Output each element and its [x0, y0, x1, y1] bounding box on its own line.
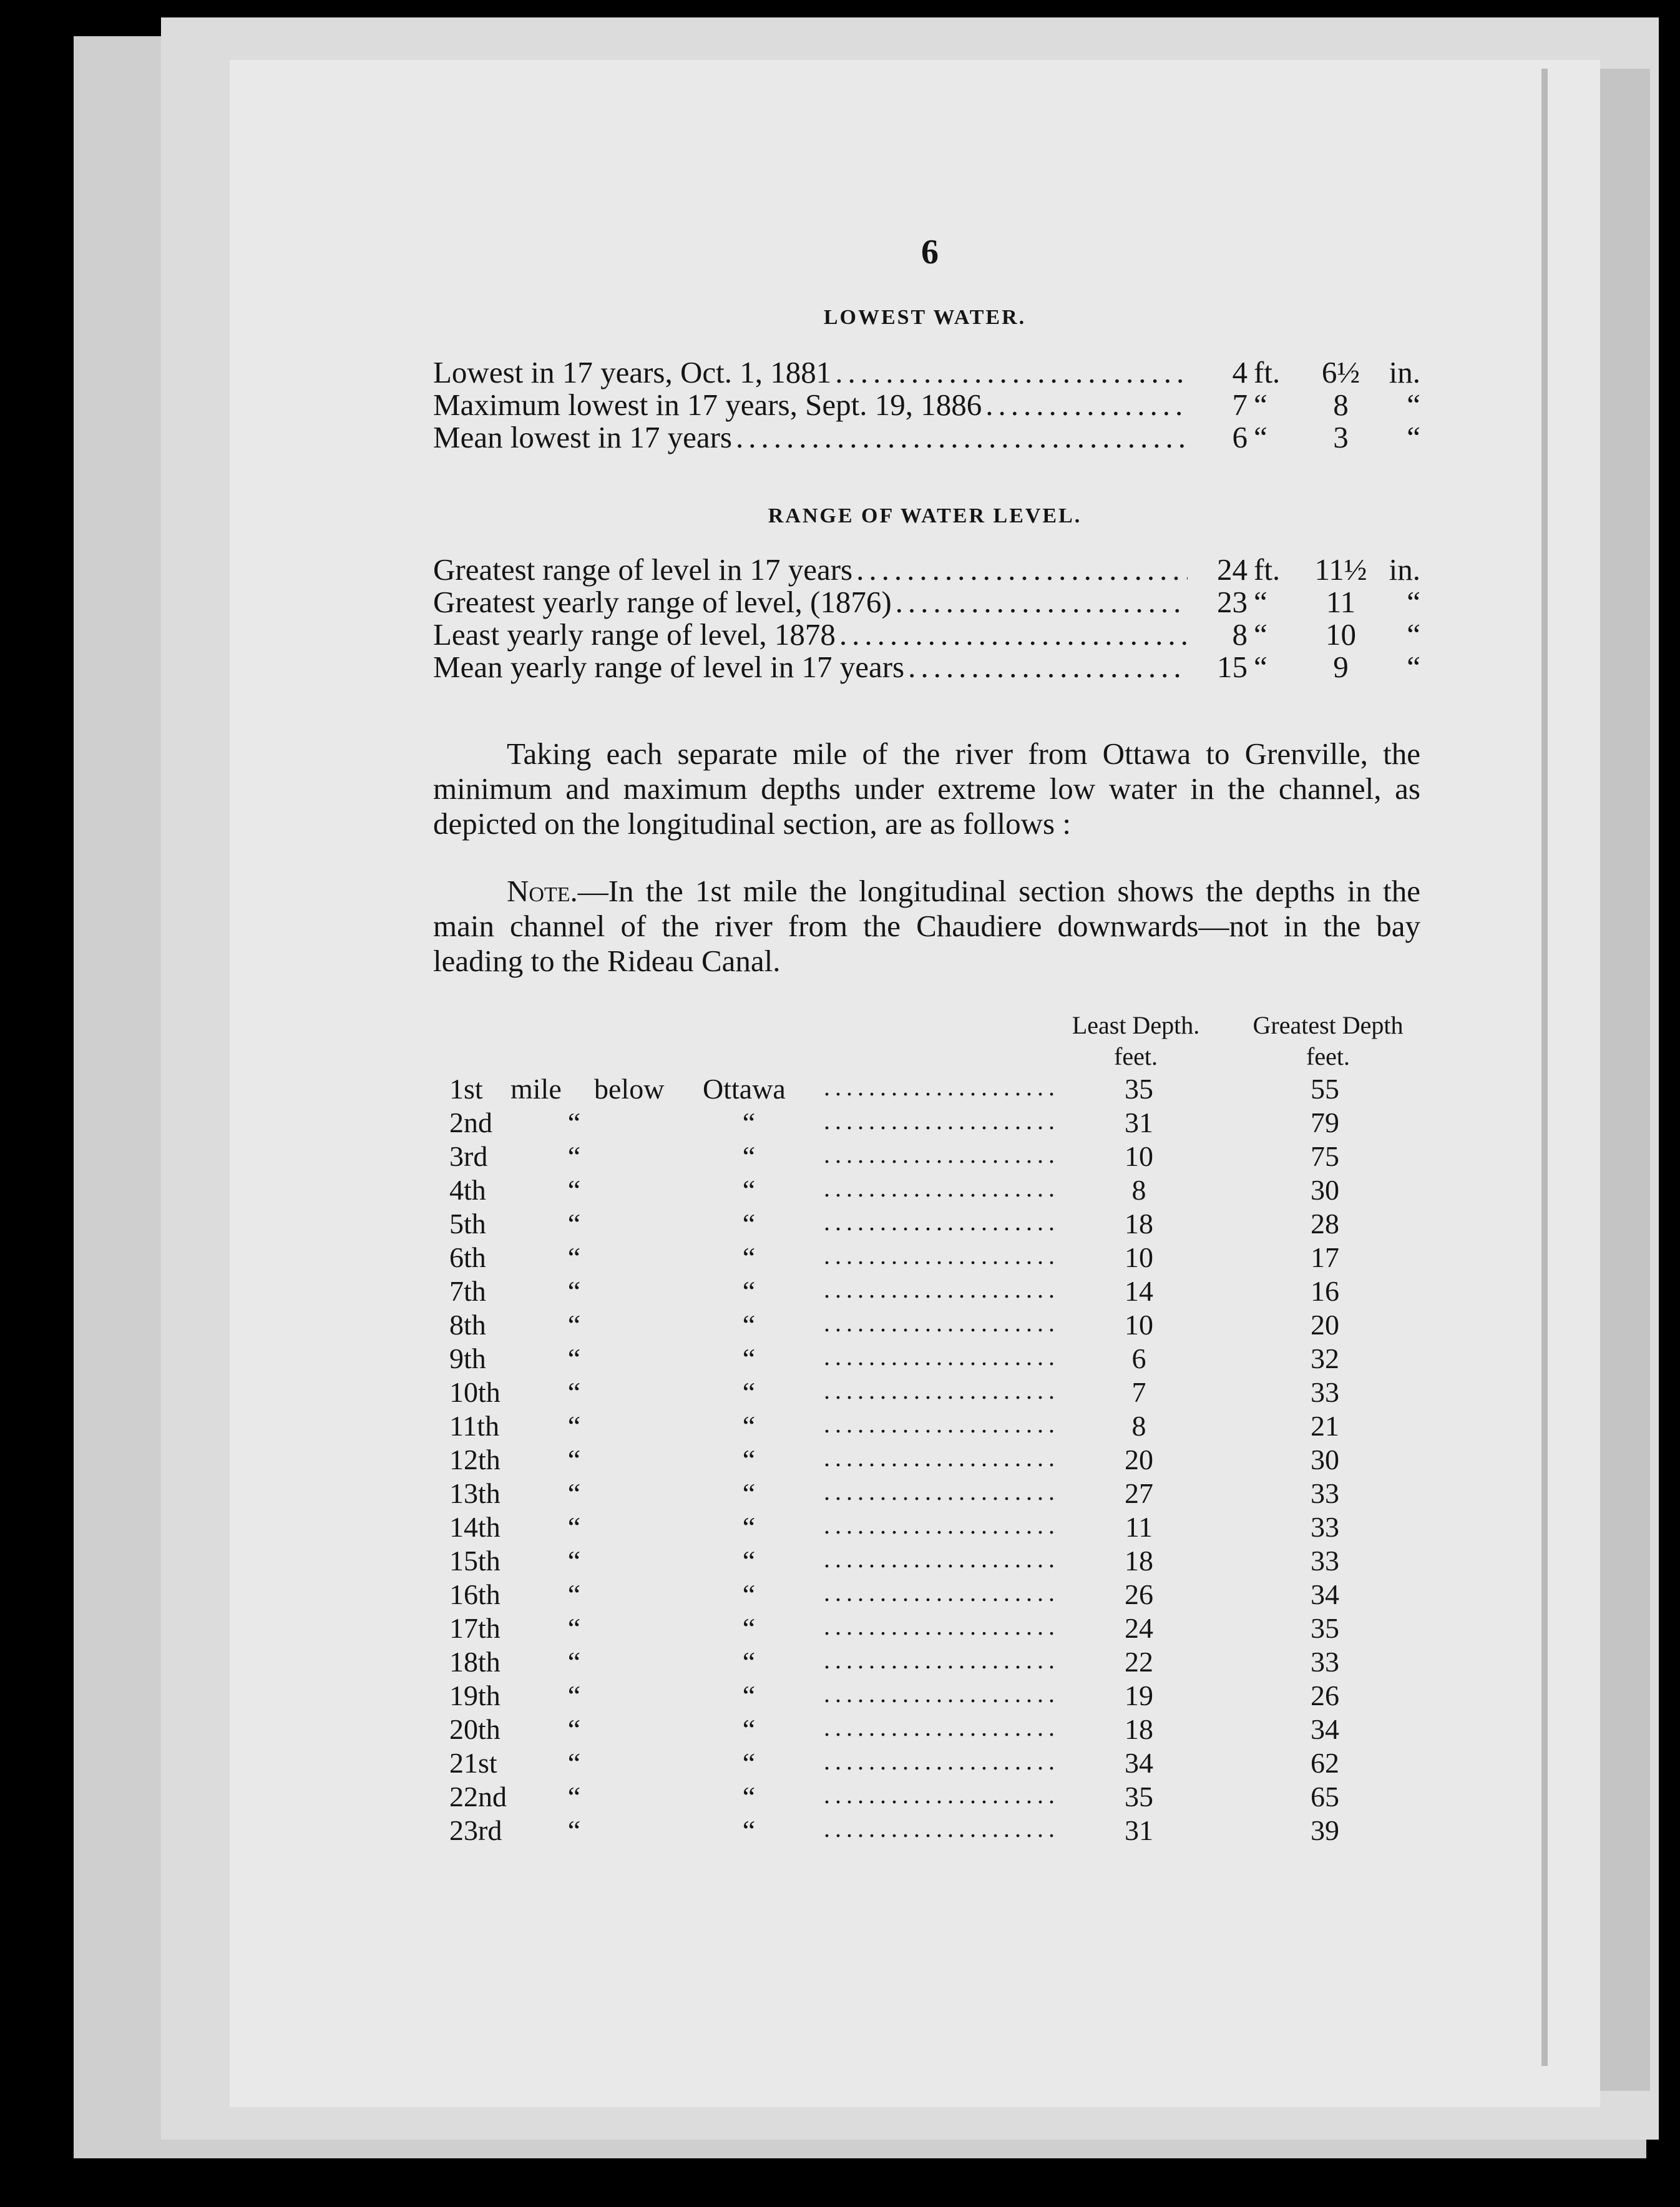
greatest-depth-value: 17 — [1311, 1241, 1339, 1273]
least-depth-value: 10 — [1125, 1241, 1153, 1273]
ditto-mark: “ — [742, 1410, 756, 1442]
ditto-mark: “ — [742, 1208, 756, 1240]
intro-paragraph: Taking each separate mile of the river from Ottawa to Grenville, the minimum and maximum depths under extreme low water in the channel, as depicted on the longitudinal section, are as follows : — [433, 736, 1420, 841]
ditto-mark: “ — [742, 1713, 756, 1745]
depth-table-row — [437, 1140, 1410, 1173]
range-water-row-label: Greatest range of level in 17 years — [433, 552, 853, 587]
leader-dots — [824, 1578, 1061, 1607]
range-water-row-label: Mean yearly range of level in 17 years — [433, 650, 905, 684]
note-paragraph — [433, 874, 1420, 979]
mile-ordinal: 23rd — [449, 1814, 502, 1846]
ditto-mark: “ — [567, 1376, 581, 1408]
range-water-row-value-1: 15 — [1217, 650, 1248, 684]
greatest-depth-value: 21 — [1311, 1410, 1339, 1442]
greatest-depth-header — [1234, 1010, 1422, 1072]
ditto-mark: “ — [742, 1781, 756, 1813]
lowest-water-row-unit-1: ft. — [1254, 355, 1281, 389]
lowest-water-heading: LOWEST WATER. — [823, 306, 1027, 329]
least-depth-value: 31 — [1125, 1814, 1153, 1846]
least-depth-value: 31 — [1125, 1107, 1153, 1138]
lowest-water-row — [433, 387, 1420, 423]
depth-table-row — [437, 1645, 1410, 1679]
ditto-mark: “ — [567, 1612, 581, 1644]
leader-dots — [835, 355, 1188, 390]
range-water-row-unit-2: “ — [1407, 617, 1420, 652]
depth-table-row — [437, 1207, 1410, 1241]
ditto-mark: “ — [567, 1578, 581, 1610]
leader-dots — [824, 1140, 1061, 1169]
lowest-water-row-unit-1: “ — [1254, 388, 1267, 422]
least-depth-label: Least Depth. — [1072, 1011, 1200, 1039]
range-water-row-unit-2: in. — [1389, 552, 1420, 587]
lowest-water-row-value-1: 6 — [1232, 420, 1248, 454]
ditto-mark: “ — [567, 1477, 581, 1509]
least-depth-value: 20 — [1125, 1444, 1153, 1475]
mile-ordinal: 16th — [449, 1578, 501, 1610]
ditto-mark: “ — [742, 1814, 756, 1846]
mile-ordinal: 20th — [449, 1713, 501, 1745]
range-water-row-value-1: 8 — [1232, 617, 1248, 652]
ditto-mark: “ — [742, 1343, 756, 1374]
ditto-mark: “ — [567, 1208, 581, 1240]
ditto-mark: “ — [742, 1680, 756, 1711]
ditto-mark: “ — [742, 1646, 756, 1678]
ditto-mark: “ — [742, 1275, 756, 1307]
least-depth-value: 8 — [1131, 1410, 1146, 1442]
below-word: below — [594, 1073, 665, 1105]
ditto-mark: “ — [567, 1309, 581, 1341]
lowest-water-row-label: Mean lowest in 17 years — [433, 420, 732, 454]
range-water-row-unit-1: “ — [1254, 650, 1267, 684]
ditto-mark: “ — [567, 1410, 581, 1442]
greatest-depth-value: 62 — [1311, 1747, 1339, 1779]
least-depth-value: 26 — [1125, 1578, 1153, 1610]
leader-dots — [824, 1443, 1061, 1472]
mile-ordinal: 7th — [449, 1275, 486, 1307]
range-water-row — [433, 649, 1420, 685]
leader-dots — [985, 387, 1188, 423]
mile-ordinal: 8th — [449, 1309, 486, 1341]
mile-ordinal: 18th — [449, 1646, 501, 1678]
greatest-depth-value: 75 — [1311, 1140, 1339, 1172]
greatest-depth-value: 33 — [1311, 1545, 1339, 1577]
depth-table-row — [437, 1308, 1410, 1342]
ditto-mark: “ — [742, 1309, 756, 1341]
leader-dots — [824, 1713, 1061, 1742]
range-water-row — [433, 584, 1420, 620]
lowest-water-row — [433, 419, 1420, 455]
mile-ordinal: 14th — [449, 1511, 501, 1543]
lowest-water-row-unit-2: in. — [1389, 355, 1420, 389]
mile-ordinal: 19th — [449, 1680, 501, 1711]
leader-dots — [824, 1409, 1061, 1439]
least-depth-value: 11 — [1125, 1511, 1153, 1543]
least-depth-unit: feet. — [1114, 1042, 1158, 1070]
depth-table-row — [437, 1544, 1410, 1578]
least-depth-value: 35 — [1125, 1781, 1153, 1813]
leader-dots — [824, 1544, 1061, 1573]
ditto-mark: “ — [567, 1781, 581, 1813]
greatest-depth-value: 28 — [1311, 1208, 1339, 1240]
ditto-mark: “ — [742, 1747, 756, 1779]
least-depth-value: 35 — [1125, 1073, 1153, 1105]
ditto-mark: “ — [567, 1814, 581, 1846]
range-water-row-value-2: 10 — [1326, 617, 1356, 652]
ditto-mark: “ — [567, 1747, 581, 1779]
depth-table-row — [437, 1443, 1410, 1477]
mile-ordinal: 11th — [449, 1410, 500, 1442]
mile-ordinal: 22nd — [449, 1781, 507, 1813]
lowest-water-row-value-1: 4 — [1232, 355, 1248, 389]
least-depth-value: 14 — [1125, 1275, 1153, 1307]
depth-table-row — [437, 1746, 1410, 1780]
range-water-row-unit-1: “ — [1254, 585, 1267, 619]
greatest-depth-value: 30 — [1311, 1174, 1339, 1206]
leader-dots — [824, 1241, 1061, 1270]
greatest-depth-value: 79 — [1311, 1107, 1339, 1138]
leader-dots — [824, 1207, 1061, 1236]
mile-ordinal: 9th — [449, 1343, 486, 1374]
ditto-mark: “ — [567, 1174, 581, 1206]
leader-dots — [824, 1173, 1061, 1203]
lowest-water-row-value-1: 7 — [1232, 388, 1248, 422]
depth-table-row — [437, 1814, 1410, 1847]
page-number: 6 — [921, 233, 939, 272]
depth-table-row — [437, 1275, 1410, 1308]
ditto-mark: “ — [742, 1174, 756, 1206]
range-water-row-value-2: 11 — [1326, 585, 1356, 619]
ditto-mark: “ — [567, 1343, 581, 1374]
greatest-depth-value: 65 — [1311, 1781, 1339, 1813]
mile-ordinal: 12th — [449, 1444, 501, 1475]
mile-ordinal: 4th — [449, 1174, 486, 1206]
ditto-mark: “ — [567, 1511, 581, 1543]
mile-ordinal: 6th — [449, 1241, 486, 1273]
least-depth-value: 24 — [1125, 1612, 1153, 1644]
ditto-mark: “ — [742, 1545, 756, 1577]
ditto-mark: “ — [742, 1241, 756, 1273]
leader-dots — [908, 649, 1188, 685]
note-text: —In the 1st mile the longitudinal section shows the depths in the main channel of the river from the Chaudiere downwards—not in the bay leading to the Rideau Canal. — [433, 874, 1420, 978]
ditto-mark: “ — [742, 1107, 756, 1138]
leader-dots — [824, 1072, 1061, 1102]
mile-word: mile — [510, 1073, 562, 1105]
depth-table-row — [437, 1713, 1410, 1746]
leader-dots — [856, 552, 1188, 587]
page-edge-strip — [1600, 69, 1650, 2091]
leader-dots — [824, 1342, 1061, 1371]
least-depth-value: 7 — [1131, 1376, 1146, 1408]
least-depth-value: 10 — [1125, 1309, 1153, 1341]
greatest-depth-value: 30 — [1311, 1444, 1339, 1475]
least-depth-value: 34 — [1125, 1747, 1153, 1779]
greatest-depth-value: 35 — [1311, 1612, 1339, 1644]
lowest-water-row — [433, 355, 1420, 390]
lowest-water-row-unit-2: “ — [1407, 420, 1420, 454]
place-word: Ottawa — [703, 1073, 786, 1105]
least-depth-value: 8 — [1131, 1174, 1146, 1206]
range-water-row-label: Least yearly range of level, 1878 — [433, 617, 836, 652]
leader-dots — [839, 617, 1188, 652]
mile-ordinal: 2nd — [449, 1107, 492, 1138]
depth-table-row — [437, 1241, 1410, 1275]
lowest-water-row-unit-1: “ — [1254, 420, 1267, 454]
leader-dots — [824, 1746, 1061, 1776]
ditto-mark: “ — [742, 1140, 756, 1172]
ditto-mark: “ — [742, 1578, 756, 1610]
range-water-row — [433, 617, 1420, 652]
leader-dots — [824, 1376, 1061, 1405]
depth-table-row — [437, 1477, 1410, 1510]
leader-dots — [896, 584, 1188, 620]
greatest-depth-value: 39 — [1311, 1814, 1339, 1846]
leader-dots — [824, 1780, 1061, 1809]
mile-ordinal: 21st — [449, 1747, 497, 1779]
greatest-depth-unit: feet. — [1306, 1042, 1350, 1070]
greatest-depth-value: 33 — [1311, 1646, 1339, 1678]
depth-table-row — [437, 1072, 1410, 1106]
ditto-mark: “ — [567, 1241, 581, 1273]
greatest-depth-value: 32 — [1311, 1343, 1339, 1374]
leader-dots — [824, 1645, 1061, 1675]
ditto-mark: “ — [567, 1444, 581, 1475]
ditto-mark: “ — [567, 1107, 581, 1138]
range-water-row-unit-1: ft. — [1254, 552, 1281, 587]
least-depth-value: 10 — [1125, 1140, 1153, 1172]
leader-dots — [824, 1275, 1061, 1304]
depth-table-row — [437, 1106, 1410, 1140]
page-fold — [1541, 69, 1548, 2066]
ditto-mark: “ — [742, 1511, 756, 1543]
least-depth-value: 18 — [1125, 1545, 1153, 1577]
ditto-mark: “ — [742, 1376, 756, 1408]
least-depth-value: 18 — [1125, 1713, 1153, 1745]
depth-table-row — [437, 1409, 1410, 1443]
ditto-mark: “ — [742, 1477, 756, 1509]
range-water-row-value-1: 24 — [1217, 552, 1248, 587]
greatest-depth-label: Greatest Depth — [1253, 1011, 1404, 1039]
lowest-water-row-label: Maximum lowest in 17 years, Sept. 19, 1886 — [433, 388, 982, 422]
mile-ordinal: 5th — [449, 1208, 486, 1240]
depth-table-row — [437, 1510, 1410, 1544]
least-depth-header — [1055, 1010, 1217, 1072]
greatest-depth-value: 33 — [1311, 1477, 1339, 1509]
greatest-depth-value: 55 — [1311, 1073, 1339, 1105]
least-depth-value: 22 — [1125, 1646, 1153, 1678]
ditto-mark: “ — [567, 1140, 581, 1172]
greatest-depth-value: 33 — [1311, 1376, 1339, 1408]
range-water-row-unit-2: “ — [1407, 585, 1420, 619]
greatest-depth-value: 26 — [1311, 1680, 1339, 1711]
ditto-mark: “ — [567, 1646, 581, 1678]
mile-ordinal: 15th — [449, 1545, 501, 1577]
range-heading: RANGE OF WATER LEVEL. — [768, 504, 1082, 527]
range-water-row-value-1: 23 — [1217, 585, 1248, 619]
mile-ordinal: 1st — [449, 1073, 483, 1105]
ditto-mark: “ — [567, 1545, 581, 1577]
note-label: Note. — [507, 874, 578, 908]
ditto-mark: “ — [742, 1444, 756, 1475]
least-depth-value: 27 — [1125, 1477, 1153, 1509]
depth-table-row — [437, 1612, 1410, 1645]
ditto-mark: “ — [567, 1713, 581, 1745]
greatest-depth-value: 34 — [1311, 1713, 1339, 1745]
depth-table-row — [437, 1173, 1410, 1207]
leader-dots — [736, 419, 1188, 455]
ditto-mark: “ — [567, 1680, 581, 1711]
depth-table-row — [437, 1376, 1410, 1409]
greatest-depth-value: 33 — [1311, 1511, 1339, 1543]
leader-dots — [824, 1814, 1061, 1843]
mile-ordinal: 13th — [449, 1477, 501, 1509]
ditto-mark: “ — [567, 1275, 581, 1307]
leader-dots — [824, 1510, 1061, 1540]
depth-table-row — [437, 1578, 1410, 1612]
lowest-water-row-value-2: 6½ — [1321, 355, 1360, 389]
leader-dots — [824, 1106, 1061, 1135]
lowest-water-row-unit-2: “ — [1407, 388, 1420, 422]
greatest-depth-value: 20 — [1311, 1309, 1339, 1341]
leader-dots — [824, 1477, 1061, 1506]
lowest-water-row-value-2: 8 — [1333, 388, 1349, 422]
range-water-row-unit-2: “ — [1407, 650, 1420, 684]
ditto-mark: “ — [742, 1612, 756, 1644]
leader-dots — [824, 1679, 1061, 1708]
depth-table-row — [437, 1780, 1410, 1814]
range-water-row-value-2: 9 — [1333, 650, 1349, 684]
lowest-water-row-value-2: 3 — [1333, 420, 1349, 454]
leader-dots — [824, 1308, 1061, 1338]
greatest-depth-value: 16 — [1311, 1275, 1339, 1307]
depth-table-row — [437, 1342, 1410, 1376]
range-water-row-label: Greatest yearly range of level, (1876) — [433, 585, 892, 619]
mile-ordinal: 10th — [449, 1376, 501, 1408]
mile-ordinal: 17th — [449, 1612, 501, 1644]
least-depth-value: 19 — [1125, 1680, 1153, 1711]
greatest-depth-value: 34 — [1311, 1578, 1339, 1610]
least-depth-value: 6 — [1131, 1343, 1146, 1374]
range-water-row — [433, 552, 1420, 587]
lowest-water-row-label: Lowest in 17 years, Oct. 1, 1881 — [433, 355, 832, 389]
range-water-row-unit-1: “ — [1254, 617, 1267, 652]
mile-ordinal: 3rd — [449, 1140, 488, 1172]
leader-dots — [824, 1612, 1061, 1641]
range-water-row-value-2: 11½ — [1314, 552, 1367, 587]
least-depth-value: 18 — [1125, 1208, 1153, 1240]
depth-table-row — [437, 1679, 1410, 1713]
